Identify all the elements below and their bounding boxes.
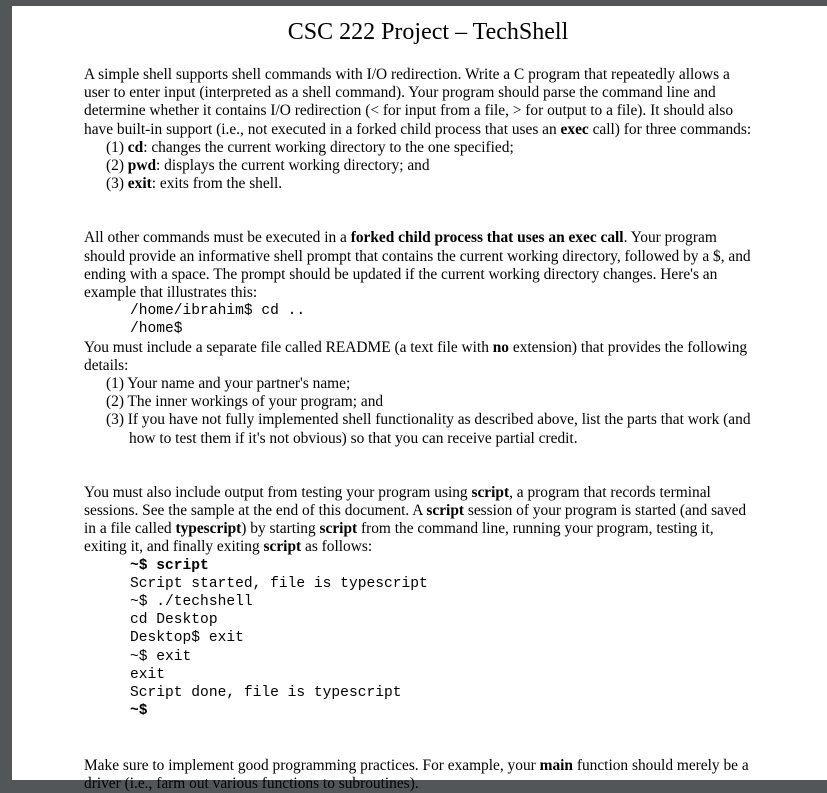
code-line: /home/ibrahim$ cd .. bbox=[130, 303, 306, 320]
intro-paragraph: A simple shell supports shell commands with I/O redirection. Write a C program that repeatedly allows a user to enter input (interpreted as a shell command). Your program should parse the command line and determine whether it contains I/O redirection (< for input from a file, > for output to a file). It should also have built-in support (i.e., not executed in a forked child process that uses an exec call) for three commands: bbox=[84, 66, 752, 138]
readme-list bbox=[84, 375, 754, 448]
exec-paragraph: All other commands must be executed in a forked child process that uses an exec call. Your program should provide an informative shell prompt that contains the current working directory, followed by a $, and ending with a space. The prompt should be updated if the current working directory changes. Here's an example that illustrates this: bbox=[84, 229, 751, 302]
list-item: (3) If you have not fully implemented shell functionality as described above, list the parts that work (and how to test them if it's not obvious) so that you can receive partial credit. bbox=[106, 411, 751, 447]
list-item: (3) exit: exits from the shell. bbox=[106, 175, 283, 193]
prompt-example bbox=[84, 302, 754, 338]
page-title: CSC 222 Project – TechShell bbox=[287, 19, 569, 45]
code-line: cd Desktop bbox=[130, 612, 218, 629]
readme-paragraph: You must include a separate file called README (a text file with no extension) that provides the following details: bbox=[84, 338, 748, 374]
code-line: Script done, file is typescript bbox=[130, 685, 402, 702]
builtin-commands-list bbox=[84, 139, 754, 194]
code-line: exit bbox=[130, 666, 166, 683]
document-content bbox=[84, 6, 754, 793]
script-session-example bbox=[84, 557, 754, 721]
code-line: Script started, file is typescript bbox=[130, 575, 428, 592]
code-line: ~$ script bbox=[130, 557, 209, 574]
code-line: Desktop$ exit bbox=[130, 630, 244, 647]
code-line: ~$ exit bbox=[130, 648, 192, 665]
list-item: (2) pwd: displays the current working directory; and bbox=[106, 157, 430, 175]
list-item: (2) The inner workings of your program; and bbox=[106, 393, 384, 411]
code-line: /home$ bbox=[130, 321, 183, 338]
code-line: ~$ ./techshell bbox=[130, 594, 253, 611]
document-page bbox=[12, 6, 827, 792]
list-item: (1) Your name and your partner's name; bbox=[106, 375, 351, 393]
code-line: ~$ bbox=[130, 703, 148, 720]
script-paragraph: You must also include output from testing your program using script, a program that records terminal sessions. See the sample at the end of this document. A script session of your program is started (and saved in a file called typescript) by starting script from the command line, running your program, testing it, exiting it, and finally exiting script as follows: bbox=[84, 483, 747, 556]
list-item: (1) cd: changes the current working directory to the one specified; bbox=[106, 138, 514, 156]
final-paragraph: Make sure to implement good programming practices. For example, your main function should merely be a driver (i.e., farm out various functions to subroutines). bbox=[84, 756, 749, 792]
